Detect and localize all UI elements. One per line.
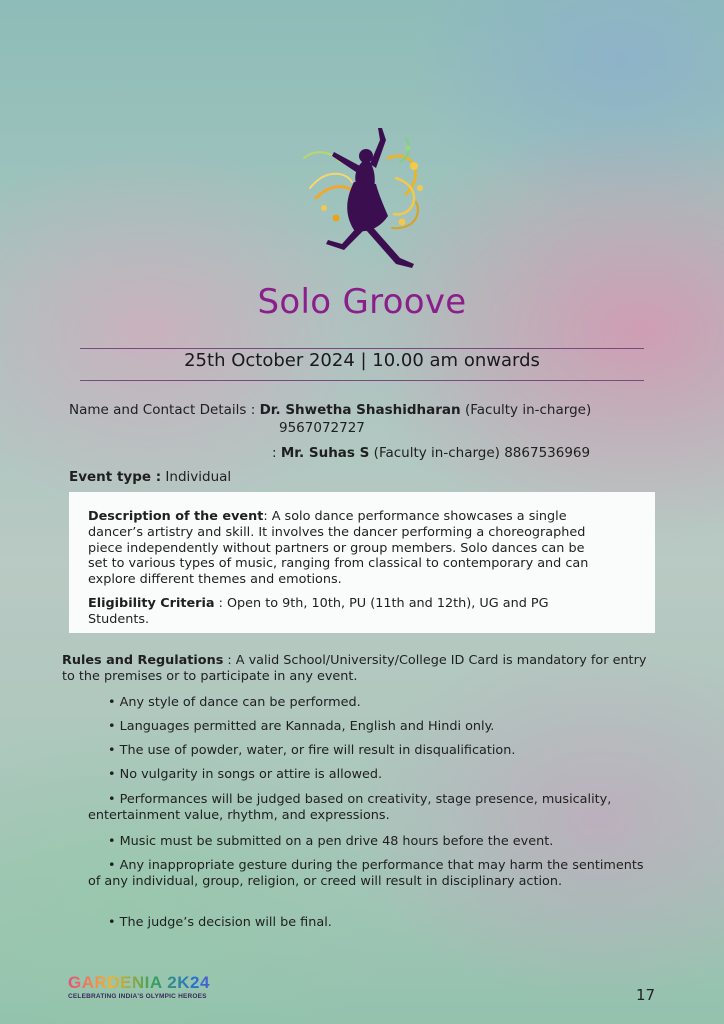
- logo-tagline: CELEBRATING INDIA'S OLYMPIC HEROES: [68, 993, 207, 1000]
- contact-second-name: Mr. Suhas S: [280, 445, 370, 461]
- bullet-icon: •: [108, 834, 116, 849]
- rule-item: • Any inappropriate gesture during the performance that may harm the sentiments of any individual, group, religion, or creed will result in disciplinary action.: [88, 858, 644, 889]
- description-label: Description of the event: [88, 509, 264, 524]
- rule-item: • No vulgarity in songs or attire is allowed.: [108, 767, 383, 782]
- contact-line-2: [272, 445, 590, 461]
- description-text: : A solo dance performance showcases a single dancer’s artistry and skill. It involves the dancer performing a choreographed piece independently without partners or group members. Solo dances can be set to various types of music, ranging from classical to contemporary and can explore different themes and emotions.: [88, 509, 589, 588]
- bullet-icon: •: [108, 719, 116, 734]
- rule-item: • Any style of dance can be performed.: [108, 695, 361, 710]
- contact-label: Name and Contact Details :: [69, 402, 256, 418]
- bottom-divider: [80, 380, 644, 381]
- rule-item: • The judge’s decision will be final.: [108, 915, 332, 930]
- contact-second-role: (Faculty in-charge) 8867536969: [373, 445, 591, 461]
- event-title: Solo Groove: [257, 282, 467, 322]
- dancer-illustration-icon: [296, 118, 436, 270]
- contact-line-1: [69, 402, 591, 418]
- bullet-icon: •: [108, 743, 116, 758]
- bullet-icon: •: [108, 915, 116, 930]
- event-type-value: Individual: [165, 469, 232, 485]
- bullet-icon: •: [108, 858, 116, 873]
- top-divider: [80, 348, 644, 349]
- contact-first-role: (Faculty in-charge): [464, 402, 592, 418]
- event-type: [69, 469, 231, 485]
- eligibility-label: Eligibility Criteria: [88, 595, 215, 611]
- eligibility-text: : Open to 9th, 10th, PU (11th and 12th), UG and PG Students.: [88, 595, 549, 627]
- bullet-icon: •: [108, 695, 116, 710]
- gardenia-logo: [68, 974, 238, 1004]
- rules-label: Rules and Regulations: [62, 653, 224, 668]
- rules-intro: [62, 653, 662, 685]
- rule-item: • The use of powder, water, or fire will result in disqualification.: [108, 743, 516, 758]
- eligibility-paragraph: [88, 596, 598, 628]
- rule-item: • Performances will be judged based on creativity, stage presence, musicality, entertainment value, rhythm, and expressions.: [88, 792, 612, 823]
- contact-second-prefix: :: [272, 445, 277, 461]
- event-date: 25th October 2024 | 10.00 am onwards: [184, 350, 540, 371]
- rule-item: • Music must be submitted on a pen drive 48 hours before the event.: [108, 834, 554, 849]
- rules-intro-text: : A valid School/University/College ID Card is mandatory for entry to the premises or to participate in any event.: [62, 653, 647, 684]
- event-type-label: Event type :: [69, 469, 162, 485]
- bullet-icon: •: [108, 767, 116, 782]
- page-number: 17: [636, 986, 656, 1004]
- bullet-icon: •: [108, 792, 116, 807]
- logo-text: GARDENIA 2K24: [68, 974, 238, 992]
- rule-item: • Languages permitted are Kannada, English and Hindi only.: [108, 719, 495, 734]
- contact-first-name: Dr. Shwetha Shashidharan: [259, 402, 461, 418]
- description-box: [69, 492, 655, 633]
- description-paragraph: [88, 509, 598, 588]
- contact-first-phone: 9567072727: [279, 420, 365, 436]
